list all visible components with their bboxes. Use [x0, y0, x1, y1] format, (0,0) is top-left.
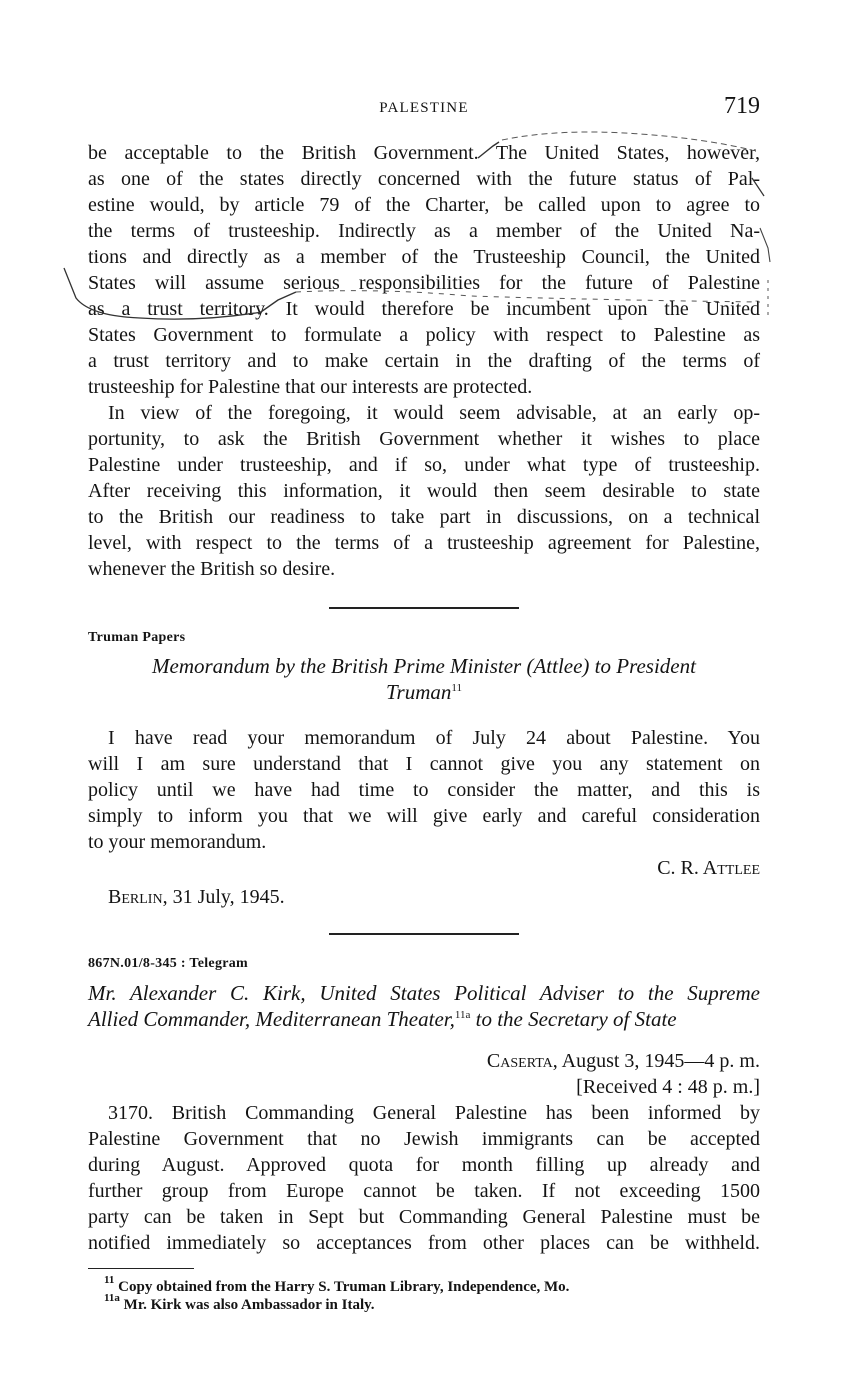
text-line: to the British our readiness to take part in discussions, on a technical — [88, 506, 760, 528]
text-line: Palestine Government that no Jewish immigrants can be accepted — [88, 1128, 760, 1150]
text-line: After receiving this information, it would then seem desirable to state — [88, 480, 760, 502]
place: Berlin — [108, 886, 163, 908]
footnote-ref: 11a — [454, 1009, 471, 1021]
footnote-rule — [88, 1268, 194, 1269]
text-line: the terms of trusteeship. Indirectly as a member of the United Na- — [88, 220, 760, 242]
telegram-body — [88, 1100, 760, 1256]
text-line: trusteeship for Palestine that our interests are protected. — [88, 376, 533, 398]
text-line: notified immediately so acceptances from other places can be withheld. — [88, 1232, 760, 1254]
text-line: during August. Approved quota for month filling up already and — [88, 1154, 760, 1176]
dateline — [88, 1048, 760, 1074]
text-line: In view of the foregoing, it would seem advisable, at an early op- — [108, 402, 760, 424]
section-continuation — [88, 140, 760, 582]
text-line: policy until we have had time to consider the matter, and this is — [88, 779, 760, 801]
section-attlee-memorandum — [88, 630, 760, 910]
title-line: Allied Commander, Mediterranean Theater, — [88, 1007, 455, 1031]
text-line: party can be taken in Sept but Commanding General Palestine must be — [88, 1206, 760, 1228]
page-number: 719 — [724, 93, 760, 119]
text-line: be acceptable to the British Government. The United States, however, — [88, 142, 760, 164]
text-line: level, with respect to the terms of a trusteeship agreement for Palestine, — [88, 532, 760, 554]
date-time: , August 3, 1945—4 p. m. — [552, 1050, 760, 1072]
page-header — [88, 93, 760, 124]
text-line: further group from Europe cannot be taken. If not exceeding 1500 — [88, 1180, 760, 1202]
text-line: Palestine under trusteeship, and if so, under what type of trusteeship. — [88, 454, 760, 476]
section-divider — [329, 607, 519, 609]
footnote-text: Mr. Kirk was also Ambassador in Italy. — [123, 1297, 375, 1313]
title-line: Memorandum by the British Prime Minister (Attlee) to President — [152, 654, 696, 678]
text-line: estine would, by article 79 of the Charter, be called upon to agree to — [88, 194, 760, 216]
date: , 31 July, 1945. — [162, 886, 285, 908]
text-line: to your memorandum. — [88, 831, 267, 853]
text-line: as one of the states directly concerned with the future status of Pal- — [88, 168, 760, 190]
footnote-text: Copy obtained from the Harry S. Truman Library, Independence, Mo. — [118, 1279, 570, 1295]
footnotes — [88, 1274, 760, 1314]
title-line: Mr. Alexander C. Kirk, United States Political Adviser to the Supreme — [88, 981, 760, 1005]
footnote — [88, 1274, 760, 1296]
section-divider — [329, 933, 519, 935]
paragraph-recommendation — [88, 400, 760, 582]
document-title-cont — [88, 1006, 760, 1032]
text-line: I have read your memorandum of July 24 about Palestine. You — [108, 727, 760, 749]
title-line: to the Secretary of State — [470, 1007, 677, 1031]
text-line: whenever the British so desire. — [88, 558, 336, 580]
place: Caserta — [486, 1050, 553, 1072]
footnote-mark: 11a — [104, 1292, 120, 1304]
section-kirk-telegram — [88, 956, 760, 1256]
text-line: States will assume serious responsibilities for the future of Palestine — [88, 272, 760, 294]
memo-body — [88, 725, 760, 855]
pencil-bracket-right — [760, 228, 770, 262]
text-line: a trust territory and to make certain in the drafting of the terms of — [88, 350, 760, 372]
signature: C. R. Attlee — [657, 857, 760, 879]
document-title — [88, 980, 760, 1006]
text-line: 3170. British Commanding General Palestine has been informed by — [108, 1102, 760, 1124]
document-title — [88, 653, 760, 705]
paragraph-continuation — [88, 140, 760, 400]
place-date — [88, 884, 760, 910]
footnote-mark: 11 — [104, 1274, 115, 1286]
source-label: Truman Papers — [88, 630, 186, 645]
title-line: Truman — [386, 680, 452, 704]
text-line: tions and directly as a member of the Trusteeship Council, the United — [88, 246, 760, 268]
file-reference: 867N.01/8-345 : Telegram — [88, 956, 249, 971]
text-line: simply to inform you that we will give early and careful consideration — [88, 805, 760, 827]
footnote — [88, 1292, 760, 1314]
text-line: as a trust territory. It would therefore be incumbent upon the United — [88, 298, 760, 320]
received-time: [Received 4 : 48 p. m.] — [576, 1076, 760, 1098]
text-line: will I am sure understand that I cannot give you any statement on — [88, 753, 760, 775]
footnote-ref: 11 — [451, 682, 462, 694]
text-line: States Government to formulate a policy with respect to Palestine as — [88, 324, 760, 346]
running-head: PALESTINE — [379, 100, 469, 116]
text-line: portunity, to ask the British Government whether it wishes to place — [88, 428, 760, 450]
